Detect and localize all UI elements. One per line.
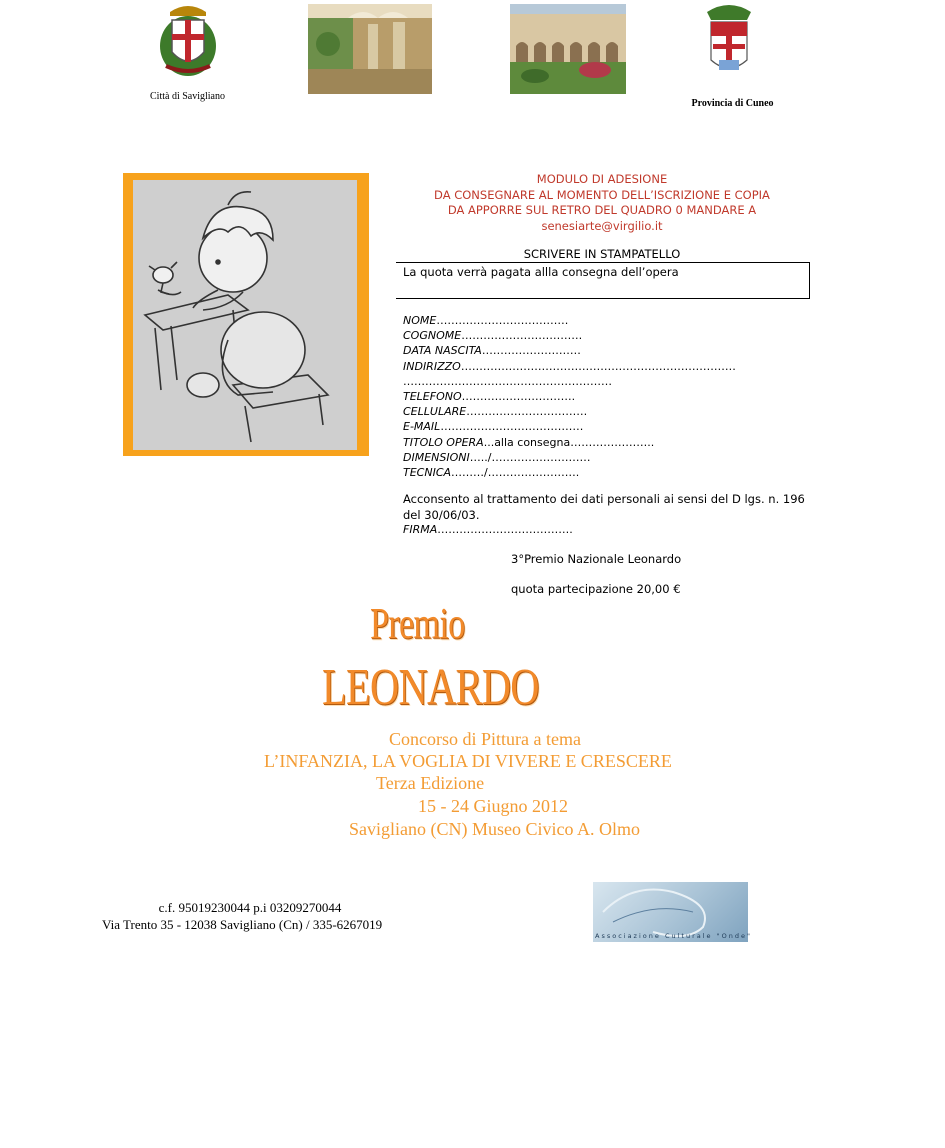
- field-telefono[interactable]: TELEFONO………………………….: [403, 390, 576, 404]
- title-premio: Premio: [370, 599, 465, 648]
- address: Via Trento 35 - 12038 Savigliano (Cn) / 335-6267019: [102, 917, 383, 932]
- field-indirizzo[interactable]: INDIRIZZO…………………………………………………………………: [403, 359, 736, 373]
- stampatello-instruction: SCRIVERE IN STAMPATELLO: [523, 247, 681, 261]
- cloister-photo-1: [308, 4, 432, 94]
- cloister-photo-2: [510, 4, 626, 94]
- quota-partecipazione: quota partecipazione 20,00 €: [511, 582, 681, 596]
- quota-note: La quota verrà pagata allla consegna dell’opera: [403, 265, 679, 279]
- field-firma[interactable]: FIRMA……………………………….: [403, 523, 573, 536]
- association-logo: [593, 882, 752, 942]
- field-nome[interactable]: NOME………………………………: [403, 314, 569, 327]
- city-caption: Città di Savigliano: [150, 91, 225, 102]
- child-drawing-illustration: [123, 173, 369, 456]
- province-caption: Provincia di Cuneo: [691, 98, 774, 109]
- form-heading: [398, 172, 806, 234]
- field-titolo-opera[interactable]: TITOLO OPERA...alla consegna…………………..: [403, 435, 655, 449]
- field-tecnica[interactable]: TECNICA………/…………………….: [403, 466, 580, 480]
- subtitle-venue: Savigliano (CN) Museo Civico A. Olmo: [349, 819, 640, 839]
- heading-line-3: DA APPORRE SUL RETRO DEL QUADRO 0 MANDARE A: [447, 203, 757, 217]
- heading-line-2: DA CONSEGNARE AL MOMENTO DELL’ISCRIZIONE E COPIA: [434, 187, 770, 202]
- contact-email[interactable]: senesiarte@virgilio.it: [541, 218, 663, 233]
- field-indirizzo-cont[interactable]: …………………………………………………: [403, 374, 612, 388]
- field-email[interactable]: E-MAIL…………………………………: [403, 420, 584, 434]
- fiscal-codes: c.f. 95019230044 p.i 03209270044: [158, 900, 342, 915]
- field-dimensioni[interactable]: DIMENSIONI…../………………………: [403, 450, 591, 464]
- subtitle-concorso: Concorso di Pittura a tema: [389, 729, 581, 749]
- association-logo-text: Associazione Culturale "Onde": [595, 932, 752, 940]
- title-leonardo: LEONARDO: [322, 659, 539, 716]
- privacy-consent: Acconsento al trattamento dei dati personali ai sensi del D lgs. n. 196 del 30/06/03.: [403, 492, 805, 522]
- heading-line-1: MODULO DI ADESIONE: [536, 172, 668, 186]
- form-fields: [403, 313, 823, 480]
- field-cognome[interactable]: COGNOME……………………………: [403, 329, 583, 343]
- city-crest-icon: [152, 2, 224, 80]
- subtitle-date: 15 - 24 Giugno 2012: [418, 796, 568, 816]
- field-data-nascita[interactable]: DATA NASCITA………………………: [403, 344, 581, 358]
- field-cellulare[interactable]: CELLULARE……………………………: [403, 405, 588, 419]
- premio-nazionale: 3°Premio Nazionale Leonardo: [511, 552, 682, 566]
- subtitle-tema: L’INFANZIA, LA VOGLIA DI VIVERE E CRESCERE: [264, 751, 672, 771]
- province-crest-icon: [703, 4, 755, 78]
- quota-note-box: [396, 262, 810, 299]
- subtitle-edizione: Terza Edizione: [376, 773, 485, 793]
